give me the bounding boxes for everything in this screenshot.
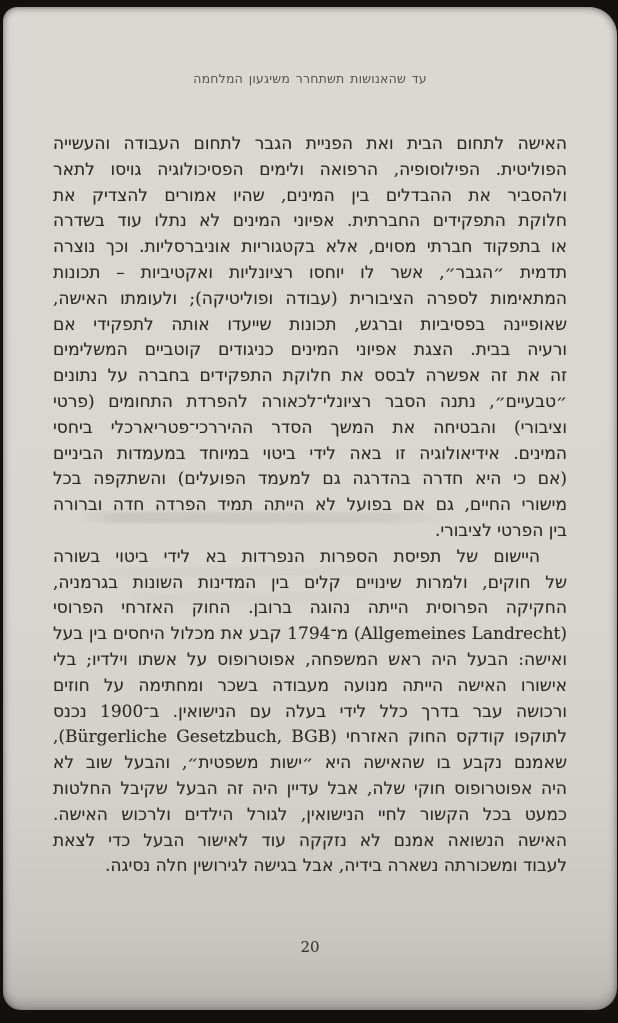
text-line: האישה הנשואה אמנם לא נזקקה עוד לאישור הבעל כדי לצאת	[53, 830, 567, 851]
text-line: ולהסביר את ההבדלים בין המינים, שהיו אמורים להצדיק את	[53, 185, 567, 206]
text-line: זה את זה אפשרה לבסס את חלוקת התפקידים בחברה על נתונים	[53, 366, 567, 387]
text-line: ואישה: הבעל היה ראש המשפחה, אפוטרופוס על אשתו וילדיו; בלי	[53, 649, 567, 670]
text-line: ורכושה עבר בדרך כלל לידי בעלה עם הנישואין. ב־1900 נכנס	[53, 701, 567, 722]
book-page	[3, 7, 617, 1010]
text-line: הפוליטית. הפילוסופיה, הרפואה ולימים הפסיכולוגיה גויסו לתאר	[53, 159, 567, 180]
text-line: האישה לתחום הבית ואת הפניית הגבר לתחום העבודה והעשייה	[53, 134, 567, 154]
text-line: חלוקת התפקידים החברתית. אפיוני המינים לא נתלו עוד בשדרה	[53, 211, 567, 232]
running-header: עד שהאנושות תשתחרר משיגעון המלחמה	[193, 71, 427, 86]
text-line: החקיקה הפרוסית הייתה נהוגה ברובן. החוק האזרחי הפרוסי	[53, 598, 567, 619]
text-line: בין הפרטי לציבורי.	[434, 520, 567, 541]
text-line: (Allgemeines Landrecht) מ־1794 קבע את מכלול היחסים בין בעל	[53, 624, 568, 645]
text-line: שאמנם נקבע בו שהאישה היא ״ישות משפטית״, והבעל שוב לא	[53, 753, 567, 774]
text-line: ״טבעיים״, נתנה הסבר רציונלי־לכאורה להפרדת התחומים (פרטי	[53, 391, 567, 412]
body-text	[53, 132, 567, 880]
text-line: לעבוד ומשכורתה נשארה בידיה, אבל בגישה לגירושין חלה נסיגה.	[105, 856, 567, 877]
text-line: המינים. אידיאולוגיה זו באה לידי ביטוי במיוחד במעמדות הביניים	[53, 443, 567, 464]
text-line: לתוקפו קודקס החוק האזרחי (Bürgerliche Gesetzbuch, BGB),	[53, 727, 568, 748]
text-line: שאופיינה בפסיביות וברגש, תכונות שייעדו אותה לתפקידי אם	[53, 314, 567, 335]
text-line: המתאימות לספרה הציבורית (עבודה ופוליטיקה); ולעומתו האישה,	[53, 288, 567, 309]
text-line: וציבורי) והבטיחה את המשך הסדר ההיררכי־פטריארכלי ביחסי	[53, 417, 567, 438]
text-line: ורעיה בבית. הצגת אפיוני המינים כניגודים קוטביים המשלימים	[53, 340, 567, 361]
text-line: תדמית ״הגבר״, אשר לו יוחסו רציונליות ואקטיביות – תכונות	[53, 262, 567, 283]
page-number: 20	[300, 938, 320, 956]
text-line: (אם כי היא חדרה בהדרגה גם למעמד הפועלים) והשתקפה בכל	[53, 469, 567, 490]
text-line: כמעט בכל הקשור לחיי הנישואין, לגורל הילדים ולרכוש האישה.	[53, 804, 567, 825]
text-line: של חוקים, ולמרות שינויים קלים בין המדינות השונות בגרמניה,	[53, 572, 567, 593]
text-line: אישורו האישה הייתה מנועה מעבודה בשכר ומחתימה על חוזים	[53, 675, 567, 696]
text-line: היישום של תפיסת הספרות הנפרדות בא לידי ביטוי בשורה	[53, 546, 540, 567]
text-line: מישורי החיים, גם אם בפועל לא הייתה תמיד הפרדה חדה וברורה	[53, 495, 567, 516]
text-line: היה אפוטרופוס חוקי שלה, אבל עדיין היה זה הבעל שקיבל החלטות	[53, 778, 567, 799]
text-line: או בתפקוד חברתי מסוים, אלא בקטגוריות אוניברסליות. וכך נוצרה	[53, 237, 567, 258]
